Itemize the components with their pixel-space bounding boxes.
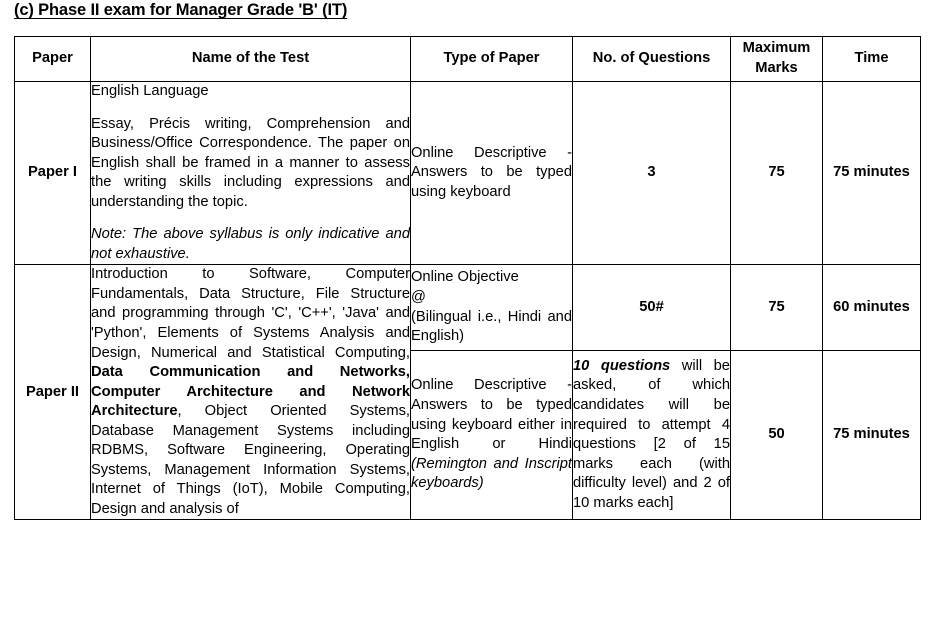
paper-2-descriptive-question-count: 10 questions (573, 357, 671, 374)
paper-2-objective-type-line-2: @ (411, 289, 426, 306)
table-header (15, 37, 921, 82)
column-header-name-of-test: Name of the Test (91, 37, 411, 82)
paper-2-syllabus-part-1: Introduction to Software, Computer Fundamentals, Data Structure, File Structure and programming through 'C', 'C++', 'Java' and 'Python', Elements of Systems Analysis and Design, Numerical and Statistical Computing, (91, 266, 410, 361)
table-header-row (15, 37, 921, 82)
paper-2-syllabus-paragraph (91, 265, 410, 519)
paper-2-objective-maximum-marks: 75 (731, 265, 823, 350)
column-header-type-of-paper: Type of Paper (411, 37, 573, 82)
paper-2-descriptive-no-of-questions (573, 350, 731, 520)
paper-2-descriptive-question-detail: will be asked, of which candidates will be required to attempt 4 questions [2 of 15 marks each (with difficulty level) and 2 of 10 marks each] (573, 357, 730, 511)
table-row-paper-1 (15, 82, 921, 265)
paper-1-subject-heading: English Language (91, 83, 209, 99)
paper-2-objective-no-of-questions: 50# (573, 265, 731, 350)
paper-2-descriptive-type-italic: (Remington and Inscript keyboards) (411, 455, 572, 492)
page-title: (c) Phase II exam for Manager Grade 'B' (IT) (14, 1, 348, 19)
paper-2-syllabus-highlight: Data Communication and Networks, Computer Architecture and Network Architecture (91, 364, 410, 420)
paper-2-objective-type-of-paper (411, 265, 573, 350)
paper-2-objective-type-line-1: Online Objective (411, 269, 519, 286)
table-row-paper-2-objective (15, 265, 921, 350)
paper-1-type-of-paper: Online Descriptive -Answers to be typed using keyboard (411, 82, 573, 265)
column-header-no-of-questions: No. of Questions (573, 37, 731, 82)
paper-1-syllabus-text: Essay, Précis writing, Comprehension and Business/Office Correspondence. The paper on English shall be framed in a manner to assess the writing skills including expressions and understanding the topic. (91, 115, 410, 210)
exam-pattern-table (14, 36, 921, 520)
paper-1-no-of-questions: 3 (573, 82, 731, 265)
table-body (15, 82, 921, 520)
paper-2-label: Paper II (15, 265, 91, 520)
paper-2-descriptive-type-of-paper (411, 350, 573, 520)
paper-1-syllabus-note: Note: The above syllabus is only indicative and not exhaustive. (91, 226, 410, 262)
column-header-time: Time (823, 37, 921, 82)
paper-1-time: 75 minutes (823, 82, 921, 265)
paper-2-name-of-test-cell (91, 265, 411, 520)
column-header-paper: Paper (15, 37, 91, 82)
paper-1-label: Paper I (15, 82, 91, 265)
paper-1-name-of-test-cell (91, 82, 411, 265)
paper-2-objective-time: 60 minutes (823, 265, 921, 350)
paper-2-objective-type-line-3: (Bilingual i.e., Hindi and English) (411, 308, 572, 345)
paper-2-descriptive-time: 75 minutes (823, 350, 921, 520)
paper-2-syllabus-part-2: , Object Oriented Systems, Database Management Systems including RDBMS, Software Engineering, Operating Systems, Management Information Systems, Internet of Things (IoT), Mobile Computing, Design and analysis of (91, 403, 410, 517)
paper-2-descriptive-maximum-marks: 50 (731, 350, 823, 520)
paper-2-descriptive-type-regular: Online Descriptive - Answers to be typed using keyboard either in English or Hindi (411, 377, 572, 453)
column-header-maximum-marks: Maximum Marks (731, 37, 823, 82)
paper-1-maximum-marks: 75 (731, 82, 823, 265)
